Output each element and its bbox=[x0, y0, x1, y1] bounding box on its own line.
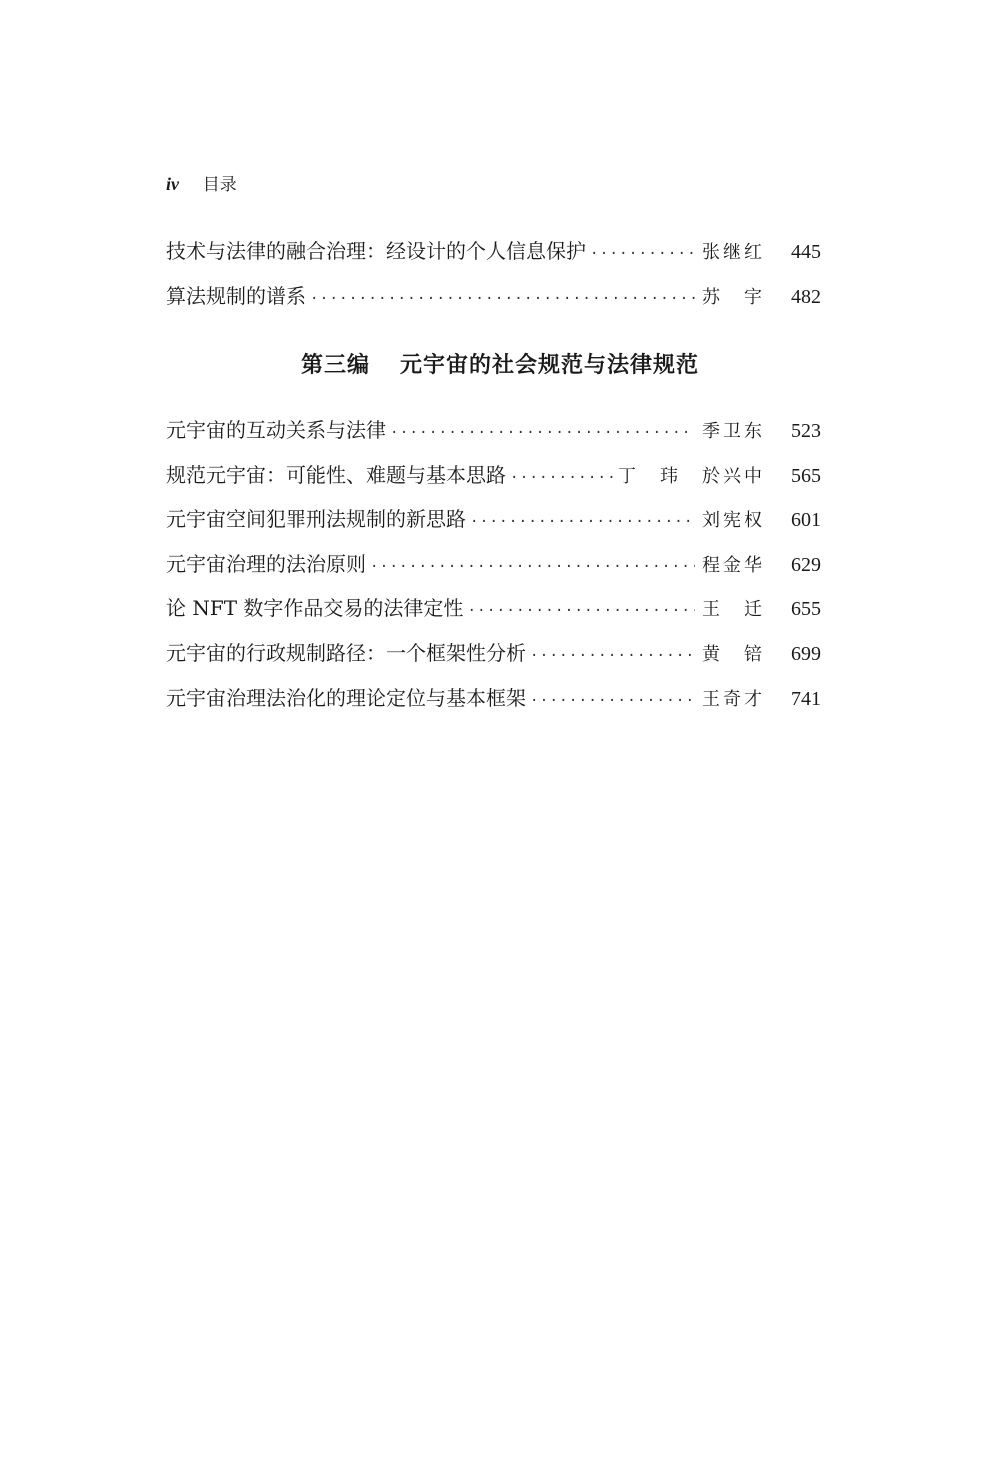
dot-leader bbox=[590, 240, 695, 268]
toc-entry-author: 苏 宇 bbox=[702, 286, 765, 308]
toc-entry-page: 601 bbox=[791, 509, 821, 532]
toc-entry-title: 元宇宙的互动关系与法律 bbox=[166, 418, 386, 442]
part-number: 第三编 bbox=[300, 353, 370, 378]
toc-entry[interactable] bbox=[166, 639, 821, 684]
toc-entry-page: 482 bbox=[791, 285, 821, 308]
toc-entry[interactable] bbox=[166, 594, 821, 639]
dot-leader bbox=[530, 642, 695, 670]
toc-entry-title: 元宇宙治理法治化的理论定位与基本框架 bbox=[166, 685, 526, 710]
toc-entry[interactable] bbox=[166, 505, 821, 550]
toc-entry-title: 规范元宇宙：可能性、难题与基本思路 bbox=[166, 462, 506, 487]
dot-leader bbox=[390, 419, 695, 447]
toc-entry-page: 699 bbox=[791, 642, 821, 665]
toc-part-three bbox=[166, 416, 821, 728]
part-heading bbox=[0, 351, 1000, 381]
dot-leader bbox=[370, 553, 695, 581]
dot-leader bbox=[510, 464, 614, 492]
toc-entry[interactable] bbox=[166, 416, 821, 461]
toc-entry-page: 629 bbox=[791, 553, 821, 576]
toc-entry[interactable] bbox=[166, 282, 821, 327]
dot-leader bbox=[470, 508, 695, 536]
toc-entry-page: 565 bbox=[791, 464, 821, 487]
toc-entry-author: 季卫东 bbox=[702, 421, 765, 442]
toc-entry-title: 元宇宙治理的法治原则 bbox=[166, 551, 366, 576]
toc-entry-page: 445 bbox=[791, 241, 821, 263]
toc-entry-author: 刘宪权 bbox=[702, 510, 765, 532]
dot-leader bbox=[530, 687, 695, 715]
toc-entry-author: 程金华 bbox=[702, 554, 765, 576]
toc-entry-title: 算法规制的谱系 bbox=[166, 283, 306, 308]
toc-entry-page: 741 bbox=[791, 687, 821, 710]
toc-part-two-tail bbox=[166, 237, 821, 326]
toc-entry-title: 技术与法律的融合治理：经设计的个人信息保护 bbox=[166, 239, 586, 263]
toc-entry-author: 张继红 bbox=[702, 242, 765, 263]
toc-entry-author: 丁 玮 於兴中 bbox=[618, 465, 765, 487]
dot-leader bbox=[310, 285, 695, 313]
toc-entry-author: 王 迁 bbox=[702, 599, 765, 621]
toc-entry-page: 523 bbox=[791, 420, 821, 442]
toc-entry[interactable] bbox=[166, 684, 821, 729]
part-title: 元宇宙的社会规范与法律规范 bbox=[400, 353, 700, 378]
toc-entry[interactable] bbox=[166, 237, 821, 282]
running-head-section: 目录 bbox=[202, 175, 237, 195]
toc-entry-title: 元宇宙空间犯罪刑法规制的新思路 bbox=[166, 507, 466, 532]
running-head bbox=[166, 172, 237, 197]
toc-entry[interactable] bbox=[166, 461, 821, 506]
dot-leader bbox=[467, 597, 695, 625]
toc-entry-title: 元宇宙的行政规制路径：一个框架性分析 bbox=[166, 640, 526, 665]
toc-entry-page: 655 bbox=[791, 598, 821, 621]
toc-entry-title: 论 NFT 数字作品交易的法律定性 bbox=[166, 596, 464, 621]
toc-entry-author: 黄 锫 bbox=[702, 643, 765, 665]
toc-entry-author: 王奇才 bbox=[702, 688, 765, 710]
page-folio: iv bbox=[166, 174, 179, 194]
toc-entry[interactable] bbox=[166, 550, 821, 595]
